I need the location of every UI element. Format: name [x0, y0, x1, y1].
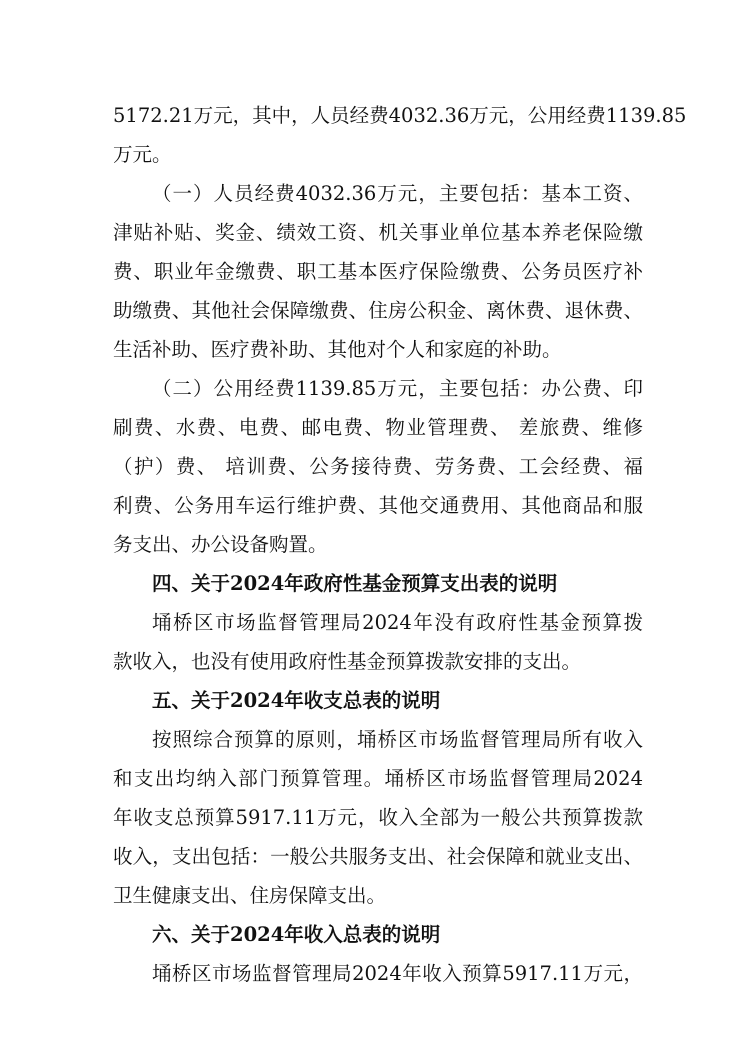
- section-heading: 四、关于2024年政府性基金预算支出表的说明: [152, 572, 558, 595]
- paragraph-line: （护）费、 培训费、公务接待费、劳务费、工会经费、福: [113, 455, 643, 478]
- paragraph-line: 按照综合预算的原则，埇桥区市场监督管理局所有收入: [152, 728, 643, 751]
- paragraph-line: 刷费、水费、电费、邮电费、物业管理费、 差旅费、维修: [113, 416, 643, 439]
- paragraph-line: 和支出均纳入部门预算管理。埇桥区市场监督管理局2024: [113, 767, 643, 790]
- paragraph-line: （二）公用经费1139.85万元，主要包括：办公费、印: [152, 377, 643, 400]
- paragraph-line: 生活补助、医疗费补助、其他对个人和家庭的补助。: [113, 338, 562, 361]
- paragraph-line: 务支出、办公设备购置。: [113, 533, 328, 556]
- paragraph-line: 卫生健康支出、住房保障支出。: [113, 884, 387, 907]
- paragraph-line: 5172.21万元，其中，人员经费4032.36万元，公用经费1139.85: [113, 104, 687, 127]
- paragraph-line: 收入，支出包括：一般公共服务支出、社会保障和就业支出、: [113, 845, 643, 868]
- paragraph-line: 款收入，也没有使用政府性基金预算拨款安排的支出。: [113, 650, 582, 673]
- paragraph-line: （一）人员经费4032.36万元，主要包括：基本工资、: [152, 182, 643, 205]
- paragraph-line: 埇桥区市场监督管理局2024年收入预算5917.11万元，: [152, 962, 643, 985]
- section-heading: 五、关于2024年收支总表的说明: [152, 689, 441, 712]
- paragraph-line: 万元。: [113, 143, 172, 166]
- paragraph-line: 津贴补贴、奖金、绩效工资、机关事业单位基本养老保险缴: [113, 221, 643, 244]
- paragraph-line: 利费、公务用车运行维护费、其他交通费用、其他商品和服: [113, 494, 643, 517]
- paragraph-line: 年收支总预算5917.11万元，收入全部为一般公共预算拨款: [113, 806, 643, 829]
- paragraph-line: 埇桥区市场监督管理局2024年没有政府性基金预算拨: [152, 611, 643, 634]
- paragraph-line: 助缴费、其他社会保障缴费、住房公积金、离休费、退休费、: [113, 299, 643, 322]
- paragraph-line: 费、职业年金缴费、职工基本医疗保险缴费、公务员医疗补: [113, 260, 643, 283]
- section-heading: 六、关于2024年收入总表的说明: [152, 923, 441, 946]
